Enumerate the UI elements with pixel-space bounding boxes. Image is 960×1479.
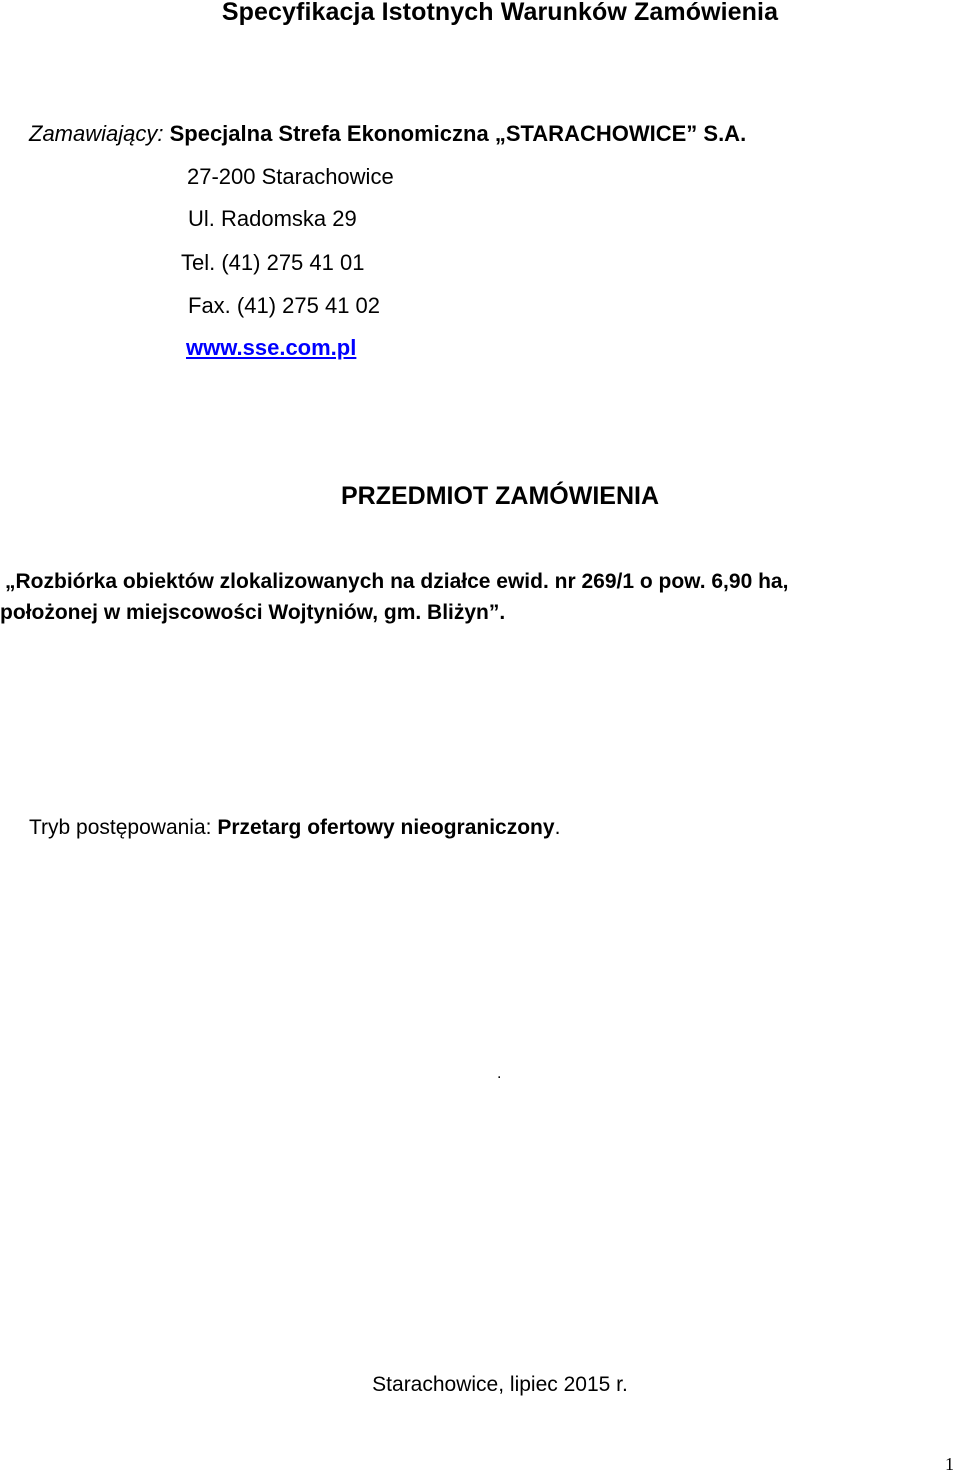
procedure-label: Tryb postępowania: bbox=[29, 816, 218, 839]
phone-number: Tel. (41) 275 41 01 bbox=[181, 250, 365, 275]
address-street: Ul. Radomska 29 bbox=[188, 206, 357, 231]
subject-line-1: „Rozbiórka obiektów zlokalizowanych na działce ewid. nr 269/1 o pow. 6,90 ha, bbox=[5, 570, 789, 593]
subject-description bbox=[0, 566, 960, 628]
procedure-line bbox=[29, 816, 560, 840]
address-city: 27-200 Starachowice bbox=[187, 164, 394, 189]
place-date: Starachowice, lipiec 2015 r. bbox=[372, 1373, 628, 1396]
orderer-name: Specjalna Strefa Ekonomiczna „STARACHOWICE” S.A. bbox=[169, 121, 747, 146]
page-number: 1 bbox=[945, 1454, 954, 1474]
subject-heading: PRZEDMIOT ZAMÓWIENIA bbox=[340, 482, 660, 510]
fax-number: Fax. (41) 275 41 02 bbox=[188, 293, 381, 318]
orderer-label: Zamawiający: bbox=[29, 121, 170, 146]
website-link[interactable]: www.sse.com.pl bbox=[186, 335, 357, 360]
subject-line-2: położonej w miejscowości Wojtyniów, gm. Bliżyn”. bbox=[0, 601, 506, 624]
document-title: Specyfikacja Istotnych Warunków Zamówienia bbox=[221, 0, 779, 26]
procedure-value: Przetarg ofertowy nieograniczony bbox=[217, 816, 555, 839]
orderer-line bbox=[29, 121, 746, 147]
dot-mark: . bbox=[497, 1065, 502, 1082]
procedure-suffix: . bbox=[554, 816, 561, 839]
